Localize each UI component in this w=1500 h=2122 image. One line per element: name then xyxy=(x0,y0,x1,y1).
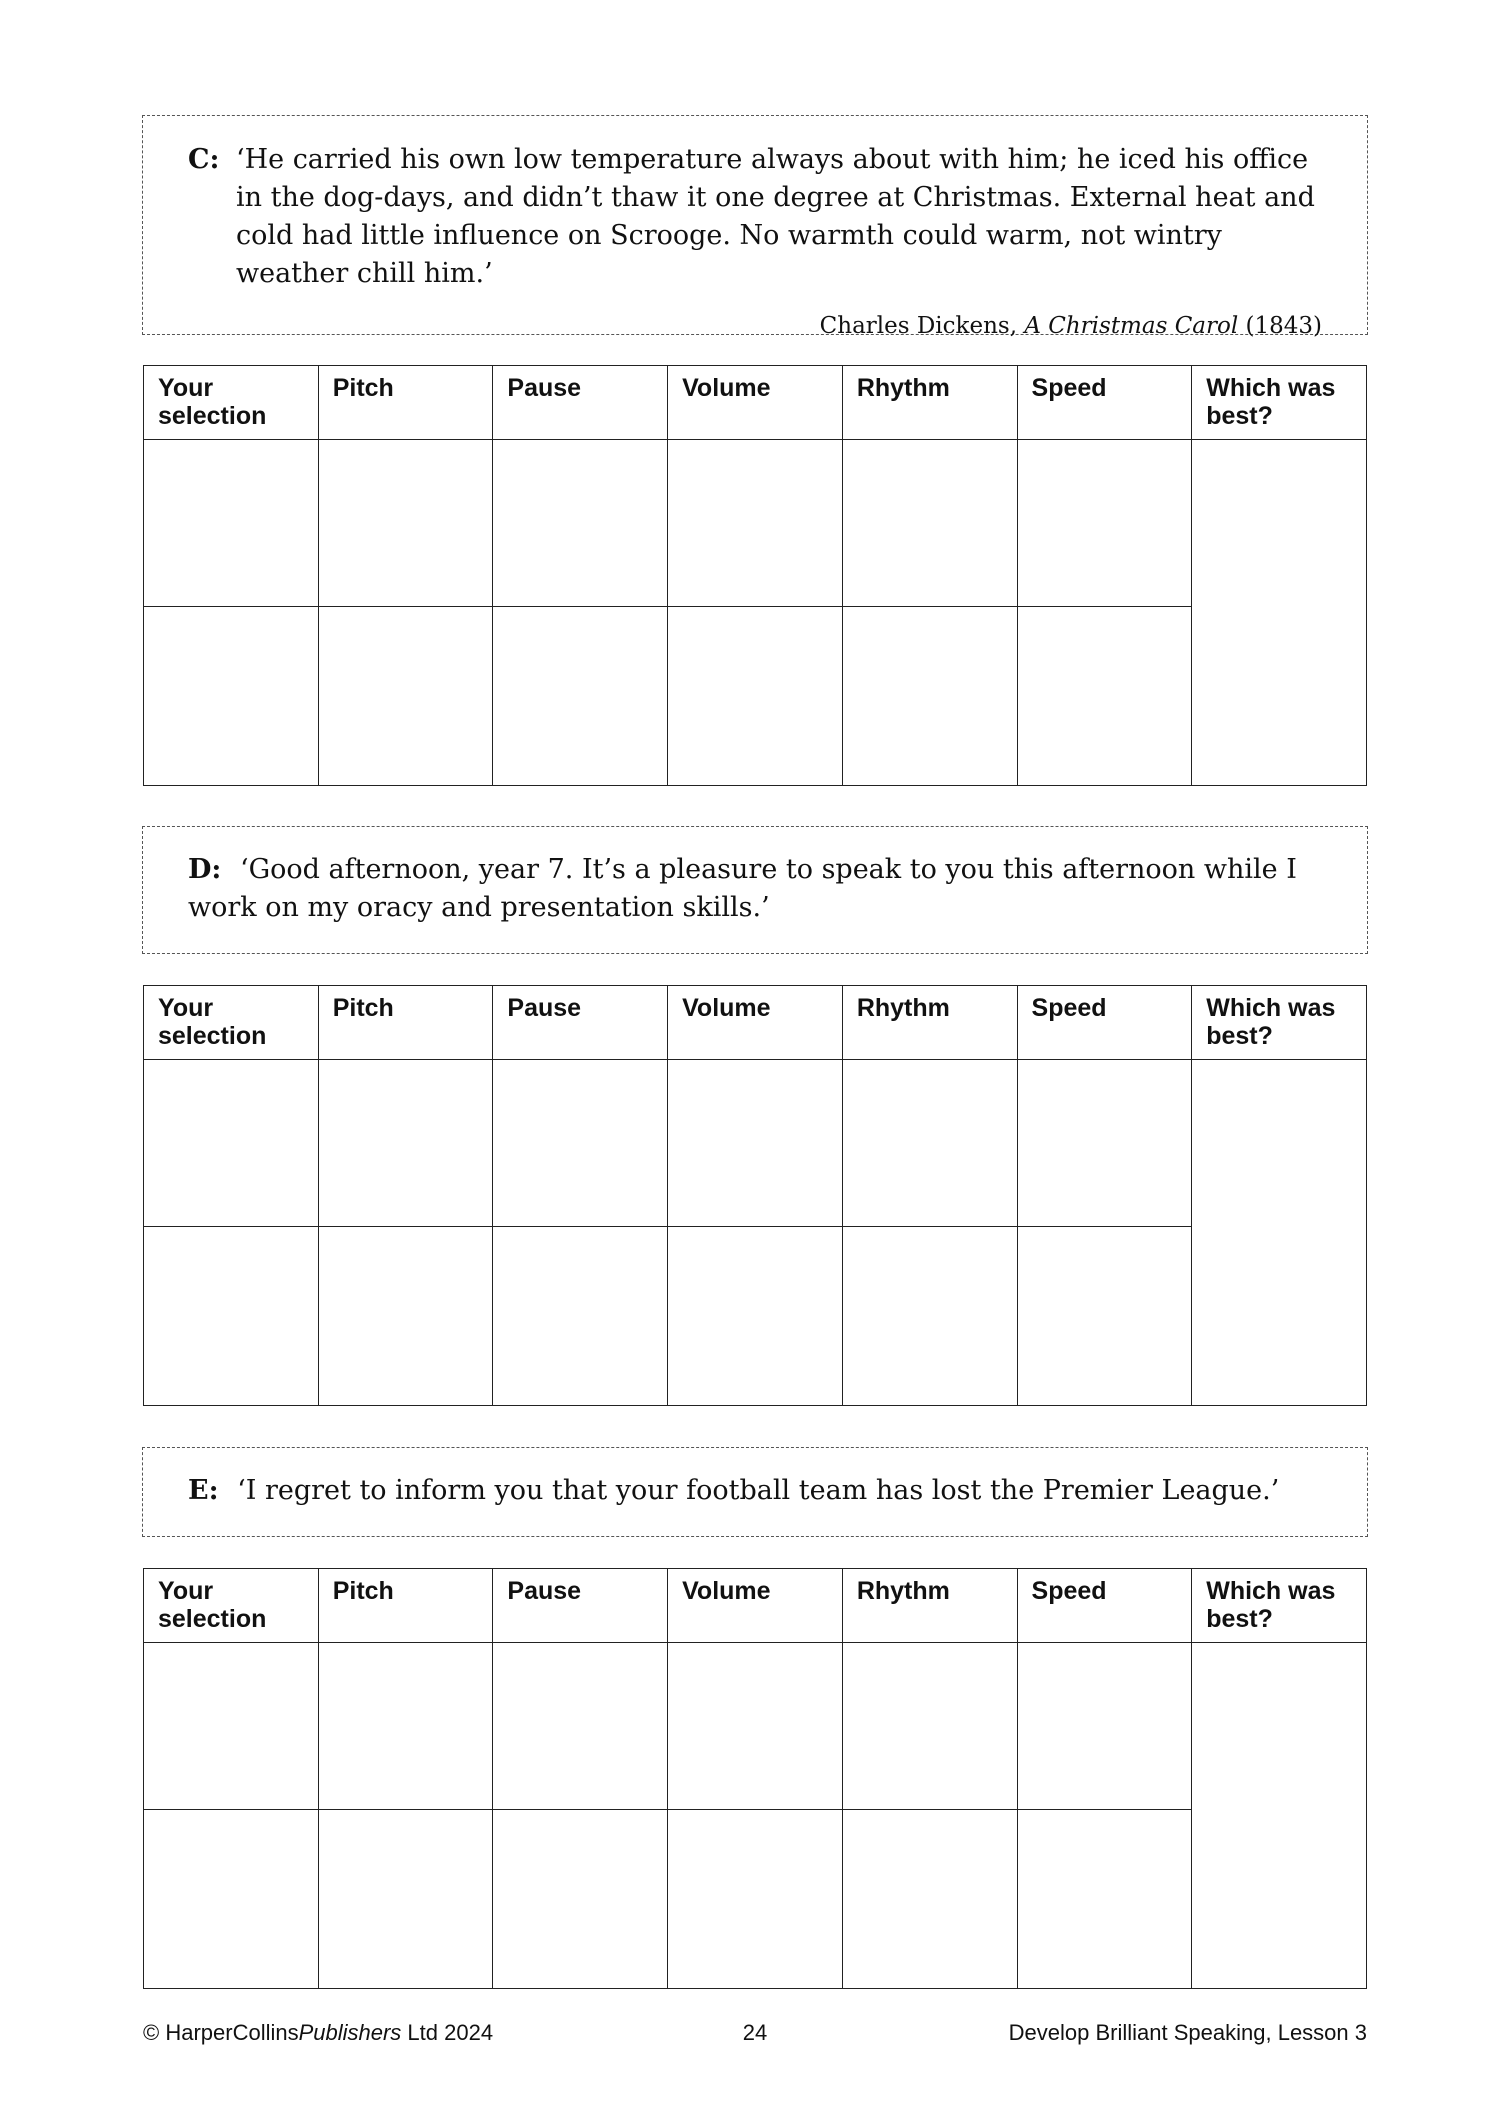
cell-volume[interactable] xyxy=(668,607,843,786)
cell-pitch[interactable] xyxy=(318,1227,493,1406)
cell-pitch[interactable] xyxy=(318,1060,493,1227)
table-row xyxy=(144,1060,1367,1227)
cell-pause[interactable] xyxy=(493,1643,668,1810)
attribution-title: A Christmas Carol xyxy=(1024,313,1239,339)
cell-pause[interactable] xyxy=(493,1227,668,1406)
analysis-table-d xyxy=(143,985,1367,1406)
cell-pause[interactable] xyxy=(493,1810,668,1989)
copyright-italic: Publishers xyxy=(298,2020,402,2045)
header-pause: Pause xyxy=(493,366,668,440)
header-which-was-best: Which was best? xyxy=(1192,986,1367,1060)
quote-attribution xyxy=(188,307,1322,345)
header-pause: Pause xyxy=(493,986,668,1060)
quote-box-d xyxy=(142,826,1368,954)
quote-box-c xyxy=(142,115,1368,339)
table-row xyxy=(144,607,1367,786)
cell-volume[interactable] xyxy=(668,1643,843,1810)
cell-rhythm[interactable] xyxy=(842,440,1017,607)
cell-selection[interactable] xyxy=(144,1643,319,1810)
header-rhythm: Rhythm xyxy=(842,366,1017,440)
table-row xyxy=(144,1227,1367,1406)
header-speed: Speed xyxy=(1017,986,1192,1060)
cell-selection[interactable] xyxy=(144,440,319,607)
header-pitch: Pitch xyxy=(318,986,493,1060)
page-number: 24 xyxy=(742,2020,768,2045)
cell-which-was-best[interactable] xyxy=(1192,440,1367,786)
cell-volume[interactable] xyxy=(668,1227,843,1406)
table-header-row xyxy=(144,366,1367,440)
cell-which-was-best[interactable] xyxy=(1192,1643,1367,1989)
quote-letter-e: E: xyxy=(188,1475,219,1506)
header-volume: Volume xyxy=(668,986,843,1060)
header-volume: Volume xyxy=(668,1569,843,1643)
cell-volume[interactable] xyxy=(668,1060,843,1227)
cell-speed[interactable] xyxy=(1017,1643,1192,1810)
cell-pause[interactable] xyxy=(493,607,668,786)
page-footer xyxy=(143,2020,1367,2046)
cell-speed[interactable] xyxy=(1017,1060,1192,1227)
cell-rhythm[interactable] xyxy=(842,1810,1017,1989)
cell-selection[interactable] xyxy=(144,1227,319,1406)
header-speed: Speed xyxy=(1017,1569,1192,1643)
header-your-selection: Your selection xyxy=(144,1569,319,1643)
cell-pause[interactable] xyxy=(493,440,668,607)
table-row xyxy=(144,440,1367,607)
attribution-author: Charles Dickens, xyxy=(819,313,1025,339)
table-header-row xyxy=(144,986,1367,1060)
table-row xyxy=(144,1810,1367,1989)
lesson-label: Develop Brilliant Speaking, Lesson 3 xyxy=(1008,2020,1367,2045)
header-which-was-best: Which was best? xyxy=(1192,366,1367,440)
cell-speed[interactable] xyxy=(1017,1227,1192,1406)
quote-text-c: ‘He carried his own low temperature always about with him; he iced his office in the dog-days, and didn’t thaw it one degree at Christmas. External heat and cold had little influence on Scrooge. No warmth could warm, not wintry weather chill him.’ xyxy=(236,144,1315,289)
analysis-table-c xyxy=(143,365,1367,786)
cell-speed[interactable] xyxy=(1017,1810,1192,1989)
cell-volume[interactable] xyxy=(668,440,843,607)
cell-rhythm[interactable] xyxy=(842,607,1017,786)
cell-rhythm[interactable] xyxy=(842,1643,1017,1810)
cell-which-was-best[interactable] xyxy=(1192,1060,1367,1406)
quote-text-e: ‘I regret to inform you that your football team has lost the Premier League.’ xyxy=(237,1475,1280,1506)
cell-pitch[interactable] xyxy=(318,607,493,786)
header-which-was-best: Which was best? xyxy=(1192,1569,1367,1643)
cell-speed[interactable] xyxy=(1017,440,1192,607)
header-speed: Speed xyxy=(1017,366,1192,440)
copyright-suffix: Ltd 2024 xyxy=(401,2020,494,2045)
quote-letter-c: C: xyxy=(188,144,220,175)
cell-volume[interactable] xyxy=(668,1810,843,1989)
table-row xyxy=(144,1643,1367,1810)
cell-selection[interactable] xyxy=(144,1810,319,1989)
cell-speed[interactable] xyxy=(1017,607,1192,786)
header-pause: Pause xyxy=(493,1569,668,1643)
cell-pause[interactable] xyxy=(493,1060,668,1227)
cell-rhythm[interactable] xyxy=(842,1227,1017,1406)
cell-pitch[interactable] xyxy=(318,1810,493,1989)
quote-text-d: ‘Good afternoon, year 7. It’s a pleasure to speak to you this afternoon while I work on my oracy and presentation skills.’ xyxy=(188,854,1297,923)
cell-selection[interactable] xyxy=(144,607,319,786)
analysis-table-e xyxy=(143,1568,1367,1989)
cell-pitch[interactable] xyxy=(318,1643,493,1810)
copyright-prefix: © HarperCollins xyxy=(143,2020,299,2045)
header-your-selection: Your selection xyxy=(144,986,319,1060)
header-pitch: Pitch xyxy=(318,366,493,440)
cell-rhythm[interactable] xyxy=(842,1060,1017,1227)
header-your-selection: Your selection xyxy=(144,366,319,440)
cell-selection[interactable] xyxy=(144,1060,319,1227)
quote-box-e xyxy=(142,1447,1368,1537)
attribution-year: (1843) xyxy=(1238,313,1322,339)
header-volume: Volume xyxy=(668,366,843,440)
header-pitch: Pitch xyxy=(318,1569,493,1643)
quote-letter-d: D: xyxy=(188,854,222,885)
header-rhythm: Rhythm xyxy=(842,1569,1017,1643)
table-header-row xyxy=(144,1569,1367,1643)
cell-pitch[interactable] xyxy=(318,440,493,607)
header-rhythm: Rhythm xyxy=(842,986,1017,1060)
